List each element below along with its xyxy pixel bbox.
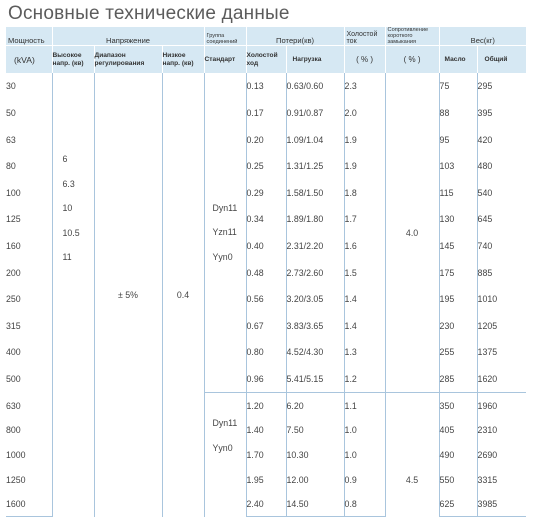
i0-cell: 1.0 (344, 418, 385, 443)
col-weight-header: Вес(кг) (439, 27, 526, 46)
kva-cell: 250 (6, 294, 21, 305)
col-voltage-header: Напряжение (52, 27, 204, 46)
i0-cell: 1.7 (344, 206, 385, 233)
total-cell: 3985 (477, 492, 526, 517)
short-b-value: 4.5 (405, 474, 419, 485)
total-cell: 885 (477, 259, 526, 286)
load-cell: 3.20/3.05 (286, 286, 344, 313)
col-short-circuit-header: Сопротивление короткого замыкания (385, 27, 439, 46)
i0-cell: 1.9 (344, 153, 385, 180)
i0-cell: 2.0 (344, 100, 385, 127)
oil-cell: 625 (439, 492, 477, 517)
total-cell: 1205 (477, 312, 526, 339)
group-value: Yyn0 (212, 443, 233, 454)
noload-cell: 1.95 (246, 467, 286, 492)
oil-cell: 103 (439, 153, 477, 180)
header-row-2 (6, 46, 526, 74)
oil-cell: 115 (439, 179, 477, 206)
kva-cell: 1000 (6, 449, 26, 460)
load-cell: 1.89/1.80 (286, 206, 344, 233)
oil-cell: 490 (439, 443, 477, 468)
noload-cell: 0.25 (246, 153, 286, 180)
col-group-header: Группа соединений (204, 27, 246, 46)
col-power-header: Мощность (6, 27, 52, 46)
i0-cell: 0.9 (344, 467, 385, 492)
oil-cell: 175 (439, 259, 477, 286)
noload-cell: 0.17 (246, 100, 286, 127)
kva-cell: 400 (6, 347, 21, 358)
header-row-1 (6, 27, 526, 46)
kva-cell: 50 (6, 107, 16, 118)
oil-cell: 88 (439, 100, 477, 127)
i0-cell: 1.1 (344, 393, 385, 418)
i0-cell: 1.3 (344, 339, 385, 366)
col-short-circuit-unit: ( % ) (385, 46, 439, 74)
noload-cell: 1.70 (246, 443, 286, 468)
group-b-cell (204, 393, 246, 517)
kva-cell: 63 (6, 134, 16, 145)
i0-cell: 1.9 (344, 126, 385, 153)
col-power-unit: (kVA) (6, 46, 52, 74)
col-standard-header: Стандарт (204, 46, 246, 74)
col-noload-header: Холостой ход (246, 46, 286, 74)
kva-cell: 630 (6, 400, 21, 411)
oil-cell: 405 (439, 418, 477, 443)
total-cell: 420 (477, 126, 526, 153)
range-cell: ± 5% (94, 73, 162, 517)
load-cell: 5.41/5.15 (286, 366, 344, 393)
col-lv-header: Низкое напр. (кв) (162, 46, 204, 74)
noload-cell: 0.96 (246, 366, 286, 393)
lv-cell: 0.4 (162, 73, 204, 517)
hv-cell-empty (52, 393, 94, 517)
oil-cell: 550 (439, 467, 477, 492)
load-cell: 12.00 (286, 467, 344, 492)
total-cell: 295 (477, 73, 526, 100)
load-cell: 7.50 (286, 418, 344, 443)
col-total-header: Общий (477, 46, 526, 74)
spec-table (6, 27, 526, 517)
load-cell: 10.30 (286, 443, 344, 468)
kva-cell: 80 (6, 161, 16, 172)
group-value: Yzn11 (212, 227, 237, 238)
kva-cell: 1600 (6, 492, 52, 517)
i0-cell: 0.8 (344, 492, 385, 517)
short-b-cell (385, 393, 439, 517)
load-cell: 1.58/1.50 (286, 179, 344, 206)
noload-cell: 2.40 (246, 492, 286, 517)
kva-cell: 500 (6, 374, 21, 385)
hv-value: 6 (62, 154, 68, 164)
kva-cell: 200 (6, 267, 21, 278)
load-cell: 2.31/2.20 (286, 233, 344, 260)
group-value: Yyn0 (212, 252, 233, 263)
noload-cell: 0.13 (246, 73, 286, 100)
load-cell: 1.31/1.25 (286, 153, 344, 180)
noload-cell: 0.48 (246, 259, 286, 286)
kva-cell: 1250 (6, 474, 26, 485)
load-cell: 6.20 (286, 393, 344, 418)
col-hv-header: Высокое напр. (кв) (52, 46, 94, 74)
table-row (6, 73, 526, 100)
kva-cell: 125 (6, 214, 21, 225)
i0-cell: 1.6 (344, 233, 385, 260)
load-cell: 14.50 (286, 492, 344, 517)
kva-cell: 315 (6, 320, 21, 331)
total-cell: 645 (477, 206, 526, 233)
oil-cell: 130 (439, 206, 477, 233)
col-losses-header: Потери(кв) (246, 27, 344, 46)
group-a-cell (204, 73, 246, 393)
col-noload-current-unit: ( % ) (344, 46, 385, 74)
oil-cell: 145 (439, 233, 477, 260)
noload-cell: 0.20 (246, 126, 286, 153)
i0-cell: 1.0 (344, 443, 385, 468)
i0-cell: 1.2 (344, 366, 385, 393)
i0-cell: 1.5 (344, 259, 385, 286)
oil-cell: 75 (439, 73, 477, 100)
oil-cell: 285 (439, 366, 477, 393)
load-cell: 3.83/3.65 (286, 312, 344, 339)
total-cell: 1375 (477, 339, 526, 366)
oil-cell: 255 (439, 339, 477, 366)
hv-value: 10.5 (62, 227, 80, 238)
load-cell: 1.09/1.04 (286, 126, 344, 153)
noload-cell: 1.20 (246, 393, 286, 418)
noload-cell: 0.56 (246, 286, 286, 313)
load-cell: 0.91/0.87 (286, 100, 344, 127)
oil-cell: 230 (439, 312, 477, 339)
noload-cell: 0.40 (246, 233, 286, 260)
noload-cell: 0.67 (246, 312, 286, 339)
total-cell: 3315 (477, 467, 526, 492)
col-noload-current-header: Холостой ток (344, 27, 385, 46)
col-load-header: Нагрузка (286, 46, 344, 74)
total-cell: 395 (477, 100, 526, 127)
total-cell: 540 (477, 179, 526, 206)
group-value: Dyn11 (212, 202, 238, 213)
i0-cell: 1.4 (344, 286, 385, 313)
short-a-cell: 4.0 (385, 73, 439, 393)
total-cell: 1960 (477, 393, 526, 418)
noload-cell: 1.40 (246, 418, 286, 443)
group-value: Dyn11 (212, 418, 238, 429)
total-cell: 2690 (477, 443, 526, 468)
col-range-header: Диапазон регулирования (94, 46, 162, 74)
col-oil-header: Масло (439, 46, 477, 74)
oil-cell: 350 (439, 393, 477, 418)
oil-cell: 195 (439, 286, 477, 313)
noload-cell: 0.34 (246, 206, 286, 233)
total-cell: 1620 (477, 366, 526, 393)
hv-value: 6.3 (62, 178, 75, 189)
noload-cell: 0.80 (246, 339, 286, 366)
kva-cell: 160 (6, 240, 21, 251)
oil-cell: 95 (439, 126, 477, 153)
i0-cell: 1.4 (344, 312, 385, 339)
table-row (6, 393, 526, 418)
kva-cell: 800 (6, 425, 21, 436)
total-cell: 480 (477, 153, 526, 180)
i0-cell: 1.8 (344, 179, 385, 206)
hv-value: 11 (62, 252, 72, 263)
hv-value: 10 (62, 203, 73, 214)
load-cell: 2.73/2.60 (286, 259, 344, 286)
noload-cell: 0.29 (246, 179, 286, 206)
load-cell: 4.52/4.30 (286, 339, 344, 366)
hv-cell (52, 73, 94, 393)
kva-cell: 30 (6, 81, 16, 92)
total-cell: 2310 (477, 418, 526, 443)
page-title: Основные технические данные (8, 3, 290, 24)
load-cell: 0.63/0.60 (286, 73, 344, 100)
total-cell: 740 (477, 233, 526, 260)
kva-cell: 100 (6, 187, 21, 198)
total-cell: 1010 (477, 286, 526, 313)
i0-cell: 2.3 (344, 73, 385, 100)
